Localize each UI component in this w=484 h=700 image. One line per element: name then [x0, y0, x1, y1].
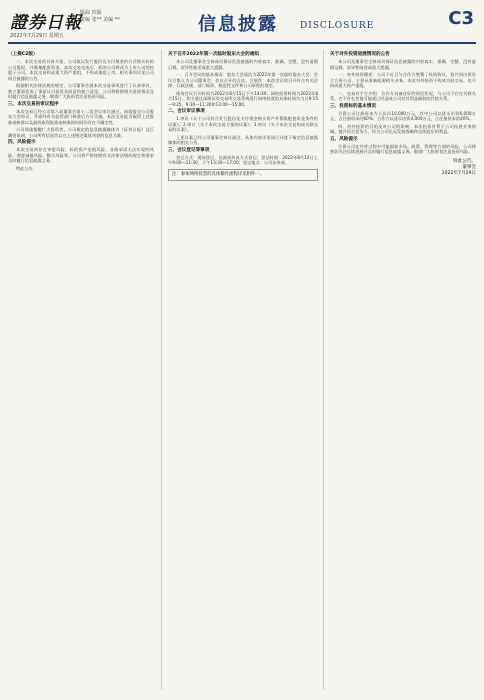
- signature-date: 2022年7月29日: [441, 170, 476, 176]
- paragraph: 二、交易对手方介绍：合作方具备良好的资信状况，与公司不存在关联关系，亦不存在其他可能或已经造成公司对其利益倾斜的其他关系。: [330, 90, 476, 101]
- column-subhead: 三、会议登记等事项: [168, 147, 210, 153]
- paragraph: 四、对外投资的目的及对公司的影响：本次投资有利于公司拓展业务领域，提升综合竞争力，符合公司长远发展战略和全体股东的利益。: [330, 123, 476, 134]
- paragraph: 一、召开会议的基本情况：股东大会届次为2022年第一次临时股东大会；会议召集人为公司董事会；会议召开的合法、合规性：本次会议的召开符合有关法律、行政法规、部门规章、规范性文件和公司章程的规定。: [168, 72, 318, 88]
- paragraph: 本公司及董事会全体成员保证信息披露的内容真实、准确、完整，没有虚假记载、误导性陈述或重大遗漏。: [330, 59, 476, 70]
- paragraph: 合资公司在经营过程中可能面临市场、政策、管理等方面的风险，公司将密切关注后续进展并及时履行信息披露义务。敬请广大投资者注意投资风险。: [330, 143, 476, 154]
- column-subhead: 五、风险提示: [330, 136, 358, 142]
- paragraph: 根据相关法律法规的规定，公司董事会就本次交易事项进行了认真审议，独立董事发表了事前认可意见及同意的独立意见。公司将根据相关进展情况及时履行信息披露义务。敬请广大投资者注意投资风险。: [8, 83, 154, 99]
- paragraph: 合资公司注册资本为人民币10,000万元，其中公司以货币出资6,000万元，占注册资本的60%；合作方以货币出资4,000万元，占注册资本的40%。: [330, 110, 476, 121]
- paragraph: 本次交易尚存在审批风险、标的资产估值风险、业绩承诺无法实现的风险、商誉减值风险、整合风险等。公司将严格按照有关法律法规的规定和要求及时履行信息披露义务。: [8, 147, 154, 163]
- masthead: [8, 6, 476, 44]
- paragraph: 本公司及董事会全体成员保证信息披露的内容真实、准确、完整，没有虚假记载、误导性陈述或重大遗漏。: [168, 59, 318, 70]
- masthead-meta: [80, 10, 120, 24]
- column-divider: [323, 50, 324, 690]
- signature-block: [330, 159, 476, 177]
- paragraph: 1.审议《关于公司符合发行股份及支付现金购买资产并募集配套资金条件的议案》；2.审议《关于本次交易方案的议案》；3.审议《关于本次交易构成关联交易的议案》。: [168, 116, 318, 132]
- column-subhead: 三、投资标的基本情况: [330, 103, 376, 109]
- paragraph: 公司郑重提醒广大投资者，公司指定的信息披露媒体为《证券日报》及巨潮资讯网，公司所有信息均以在上述指定媒体刊登的信息为准。: [8, 127, 154, 138]
- signature-line: 董事会: [462, 164, 476, 170]
- note-box: 注：参加网络投票的具体操作流程详见附件一。: [168, 169, 318, 181]
- section-english-title: DISCLOSURE: [300, 21, 375, 31]
- column-1: [8, 50, 154, 690]
- column-subhead: 关于对外投资进展情况的公告: [330, 52, 390, 57]
- newspaper-logo: 證券日報: [10, 13, 82, 33]
- column-subhead: 三、本次交易的审议程序: [8, 101, 59, 107]
- paragraph: 登记方式：现场登记、信函或传真方式登记；登记时间：2022年8月12日上午9:00—11:30，下午13:30—17:00；登记地点：公司证券部。: [168, 154, 318, 165]
- newspaper-page: [8, 6, 476, 694]
- column-3: [330, 50, 476, 690]
- meta-line-1: 版面 四版: [80, 10, 102, 16]
- column-subhead: 四、风险提示: [8, 140, 36, 145]
- paragraph: 一、对外投资概述：公司于近日与合作方签署了投资协议，拟共同出资设立合资公司，主要从事新能源相关业务。本次对外投资不构成关联交易，也不构成重大资产重组。: [330, 72, 476, 88]
- column-divider: [161, 50, 162, 690]
- meta-line-2: 责编 张** 美编 **: [80, 17, 120, 23]
- paragraph: 二、本次交易的具体方案，公司拟以发行股份及支付现金的方式购买标的公司股权，并募集配套资金。本次交易完成后，标的公司将成为上市公司的控股子公司。本次交易构成重大资产重组，不构成重组上市。相关事项详见公司同日披露的公告。: [8, 59, 154, 81]
- masthead-rule: [8, 42, 476, 44]
- paragraph: 特此公告。: [16, 165, 37, 171]
- paragraph: 本次交易已经公司第八届董事会第十二次会议审议通过，尚需提交公司股东大会审议，并需经有关监管部门核准后方可实施。本次交易能否取得上述批准或核准以及最终取得批准或核准的时间均存在不确定性。: [8, 108, 154, 125]
- column-subhead: 关于召开2022年第一次临时股东大会的通知: [168, 52, 259, 57]
- issue-date: 2022年7月29日 星期五: [10, 33, 64, 39]
- signature-line: 特此公告。: [453, 158, 476, 164]
- column-2: [168, 50, 318, 690]
- paragraph: 上述议案已经公司董事会审议通过，具体内容详见同日刊登于指定信息披露媒体的相关公告。: [168, 134, 318, 145]
- page-code: C3: [448, 8, 474, 29]
- section-title: 信息披露: [198, 14, 278, 35]
- column-subhead: （上接C2版）: [8, 52, 38, 57]
- column-subhead: 二、会议审议事项: [168, 109, 205, 114]
- paragraph: 现场会议召开时间为2022年8月15日下午14:30；网络投票时间为2022年8月15日，其中通过深圳证券交易所交易系统进行网络投票的具体时间为当日9:15—9:25，9:30—11:30和13:00—15:00。: [168, 90, 318, 107]
